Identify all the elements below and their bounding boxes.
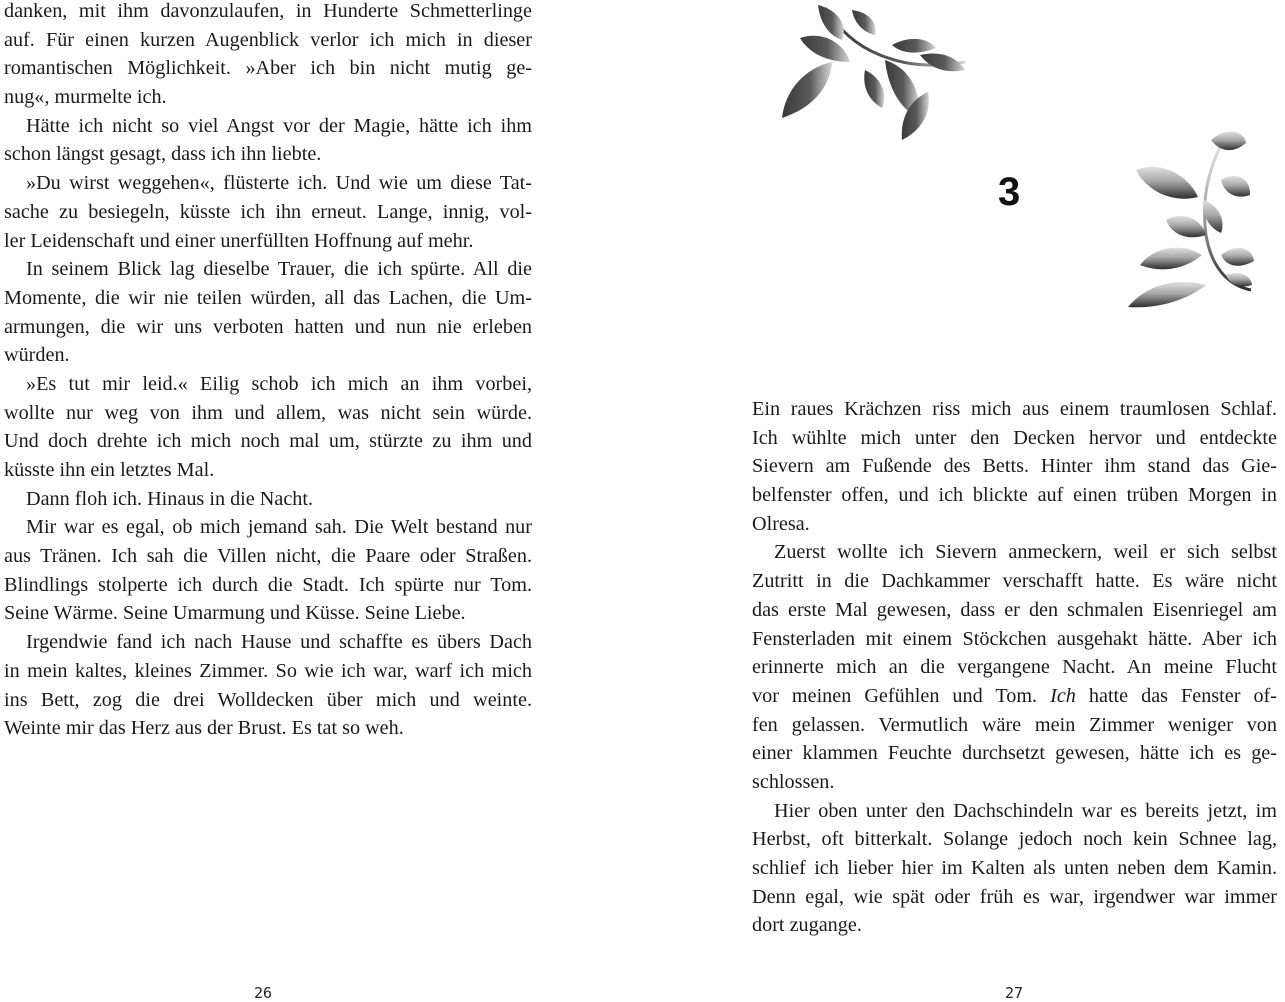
text-line: Olresa.	[752, 512, 810, 535]
text-line: wollte nur weg von ihm und allem, was nicht sein würde.	[4, 401, 532, 424]
text-line: Ein raues Krächzen riss mich aus einem traumlosen Schlaf.	[752, 398, 1277, 420]
text-line: Weinte mir das Herz aus der Brust. Es tat so weh.	[4, 717, 404, 740]
text-line: ler Leidenschaft und einer unerfüllten Hoffnung auf mehr.	[4, 229, 474, 252]
text-line: Zuerst wollte ich Sievern anmeckern, weil er sich selbst	[774, 541, 1277, 564]
chapter-number: 3	[998, 170, 1021, 214]
text-line: Ich wühlte mich unter den Decken hervor und entdeckte	[752, 426, 1277, 449]
text-line: auf. Für einen kurzen Augenblick verlor ich mich in dieser	[4, 28, 532, 51]
leaf-ornament-icon	[1126, 125, 1256, 310]
text-line: schon längst gesagt, dass ich ihn liebte.	[4, 143, 322, 166]
text-line: Mir war es egal, ob mich jemand sah. Die Welt bestand nur	[26, 516, 532, 539]
text-line: »Du wirst weggehen«, flüsterte ich. Und wie um diese Tat-	[26, 172, 532, 195]
text-line: Hätte ich nicht so viel Angst vor der Magie, hätte ich ihm	[26, 114, 532, 137]
text-line: Dann floh ich. Hinaus in die Nacht.	[26, 487, 314, 510]
right-text-block	[752, 395, 1277, 940]
page-number-right: 27	[1005, 984, 1024, 1002]
text-line: Seine Wärme. Seine Umarmung und Küsse. Seine Liebe.	[4, 602, 466, 625]
page-number-left: 26	[254, 984, 273, 1002]
text-line: das erste Mal gewesen, dass er den schmalen Eisenriegel am	[752, 598, 1277, 621]
text-line: fen gelassen. Vermutlich wäre mein Zimmer weniger von	[752, 713, 1277, 736]
text-line: dort zugange.	[752, 914, 862, 937]
text-line: In seinem Blick lag dieselbe Trauer, die ich spürte. All die	[26, 258, 532, 281]
text-line: sache zu besiegeln, küsste ich ihn erneut. Lange, innig, vol-	[4, 200, 532, 223]
text-line-italic: vor meinen Gefühlen und Tom. Ich hatte das Fenster of-	[752, 684, 1277, 707]
text-line: Hier oben unter den Dachschindeln war es bereits jetzt, im	[774, 799, 1277, 822]
text-line: Zutritt in die Dachkammer verschafft hatte. Es wäre nicht	[752, 570, 1277, 593]
text-line: einer klammen Feuchte durchsetzt gewesen, hätte ich es ge-	[752, 742, 1277, 765]
text-line: danken, mit ihm davonzulaufen, in Hunderte Schmetterlinge	[4, 0, 532, 22]
right-page	[642, 0, 1285, 1002]
text-line: Momente, die wir nie teilen würden, all das Lachen, die Um-	[4, 286, 532, 309]
text-line: armungen, die wir uns verboten hatten und nun nie erleben	[4, 315, 532, 338]
leaf-ornament-icon	[770, 0, 970, 160]
text-line: Denn egal, wie spät oder früh es war, irgendwer war immer	[752, 885, 1277, 908]
text-line: romantischen Möglichkeit. »Aber ich bin nicht mutig ge-	[4, 57, 532, 80]
text-line: Sievern am Fußende des Betts. Hinter ihm stand das Gie-	[752, 455, 1277, 478]
text-line: küsste ihn ein letztes Mal.	[4, 459, 215, 481]
text-line: schlossen.	[752, 770, 835, 793]
left-page	[0, 0, 642, 1002]
left-text-block	[4, 0, 532, 743]
text-line: Irgendwie fand ich nach Hause und schaffte es übers Dach	[26, 631, 532, 654]
text-line: Und doch drehte ich mich noch mal um, stürzte zu ihm und	[4, 430, 532, 453]
text-line: Fensterladen mit einem Stöckchen ausgehakt hätte. Aber ich	[752, 627, 1277, 650]
text-line: Blindlings stolperte ich durch die Stadt. Ich spürte nur Tom.	[4, 573, 532, 596]
emphasis: Ich	[1050, 684, 1076, 707]
text-line: in mein kaltes, kleines Zimmer. So wie ich war, warf ich mich	[4, 659, 532, 682]
text-line: würden.	[4, 344, 70, 367]
text-line: erinnerte mich an die vergangene Nacht. An meine Flucht	[752, 656, 1277, 679]
text-line: Herbst, oft bitterkalt. Solange jedoch noch kein Schnee lag,	[752, 828, 1277, 851]
text-line: »Es tut mir leid.« Eilig schob ich mich an ihm vorbei,	[26, 372, 532, 395]
text-line: belfenster offen, und ich blickte auf einen trüben Morgen in	[752, 484, 1277, 507]
text-line: aus Tränen. Ich sah die Villen nicht, die Paare oder Straßen.	[4, 545, 532, 568]
text-line: nug«, murmelte ich.	[4, 86, 167, 109]
text-line: ins Bett, zog die drei Wolldecken über mich und weinte.	[4, 688, 532, 711]
text-line: schlief ich lieber hier im Kalten als unten neben dem Kamin.	[752, 857, 1277, 879]
